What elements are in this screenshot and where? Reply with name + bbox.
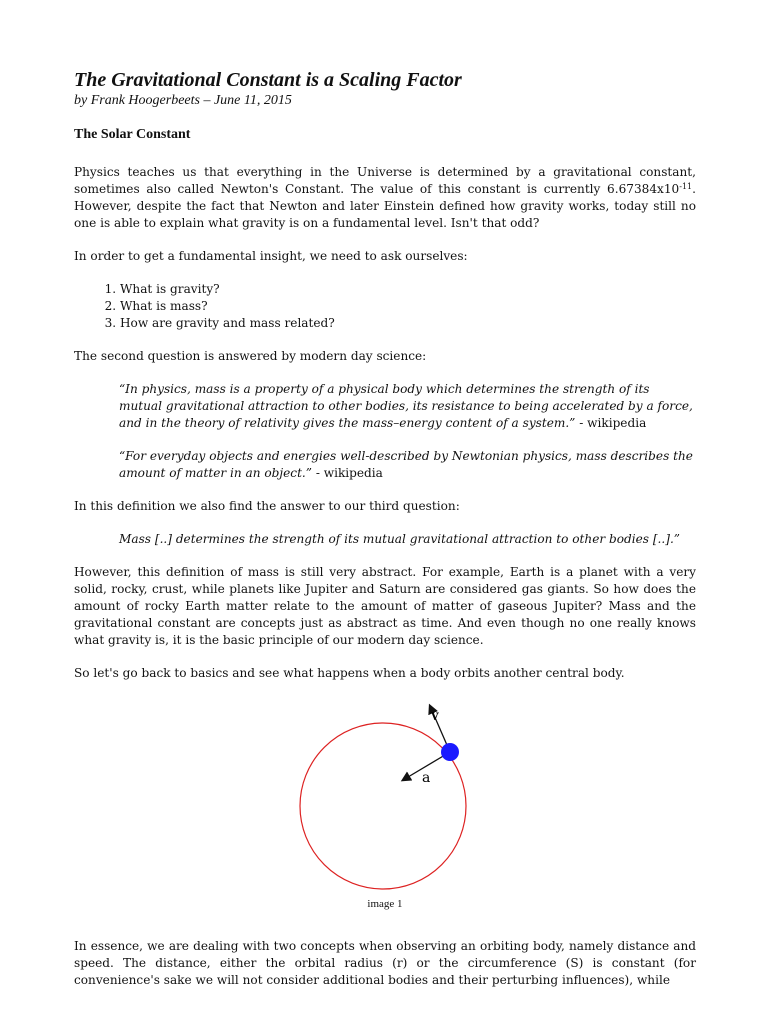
list-item: 1. What is gravity? [120,281,696,298]
article-body [74,68,696,1005]
orbit-figure [74,698,696,926]
quote-text: Mass [..] determines the strength of its mutual gravitational attraction to other bodies [..].” [119,532,680,546]
exponent: -11 [679,182,693,191]
article-title: The Gravitational Constant is a Scaling Factor [74,69,462,91]
paragraph-second-question: The second question is answered by modern day science: [74,349,427,363]
paragraph-orbit-intro: So let's go back to basics and see what happens when a body orbits another central body. [74,666,625,680]
list-item: 2. What is mass? [120,298,696,315]
paragraph-questions-intro: In order to get a fundamental insight, we need to ask ourselves: [74,249,468,263]
quote-source: - wikipedia [311,466,383,480]
section-heading: The Solar Constant [74,127,191,142]
list-item: 3. How are gravity and mass related? [120,315,696,332]
paragraph-third-question: In this definition we also find the answer to our third question: [74,499,460,513]
paragraph-abstract-mass: However, this definition of mass is still very abstract. For example, Earth is a planet with a very solid, rocky, crust, while planets like Jupiter and Saturn are considered gas giants. So how does the amount of rocky Earth matter relate to the amount of matter of gaseous Jupiter? Mass and the gravitational constant are concepts just as abstract as time. And even though no one really knows what gravity is, it is the basic principle of our modern day science. [74,565,696,647]
questions-list [74,281,696,332]
paragraph-essence: In essence, we are dealing with two concepts when observing an orbiting body, namely distance and speed. The distance, either the orbital radius (r) or the circumference (S) is constant (for convenience's sake we will not consider additional bodies and their perturbing influences), while [74,939,696,987]
quote-mass-matter [119,448,696,482]
quote-text: “For everyday objects and energies well-described by Newtonian physics, mass describes the amount of matter in an object.” [119,449,693,480]
orbit-path [300,723,466,889]
paragraph-intro-part2: . However, despite the fact that Newton and later Einstein defined how gravity works, today still no one is able to explain what gravity is on a fundamental level. Isn't that odd? [74,182,696,230]
quote-source: - wikipedia [575,416,647,430]
velocity-label: v [431,708,439,724]
quote-mass-definition [119,381,696,432]
byline: by Frank Hoogerbeets – June 11, 2015 [74,93,292,108]
acceleration-label: a [422,770,431,786]
paragraph-intro [74,164,696,232]
quote-third-answer [119,531,696,548]
quote-text: “In physics, mass is a property of a physical body which determines the strength of its mutual gravitational attraction to other bodies, its resistance to being accelerated by a force, and in the theory of relativity gives the mass–energy content of a system.” [119,382,693,430]
orbiting-body [441,743,459,761]
paragraph-intro-part1: Physics teaches us that everything in the Universe is determined by a gravitational constant, sometimes also called Newton's Constant. The value of this constant is currently 6.67384x10 [74,165,696,196]
orbit-diagram [74,698,696,898]
figure-caption: image 1 [367,898,403,910]
